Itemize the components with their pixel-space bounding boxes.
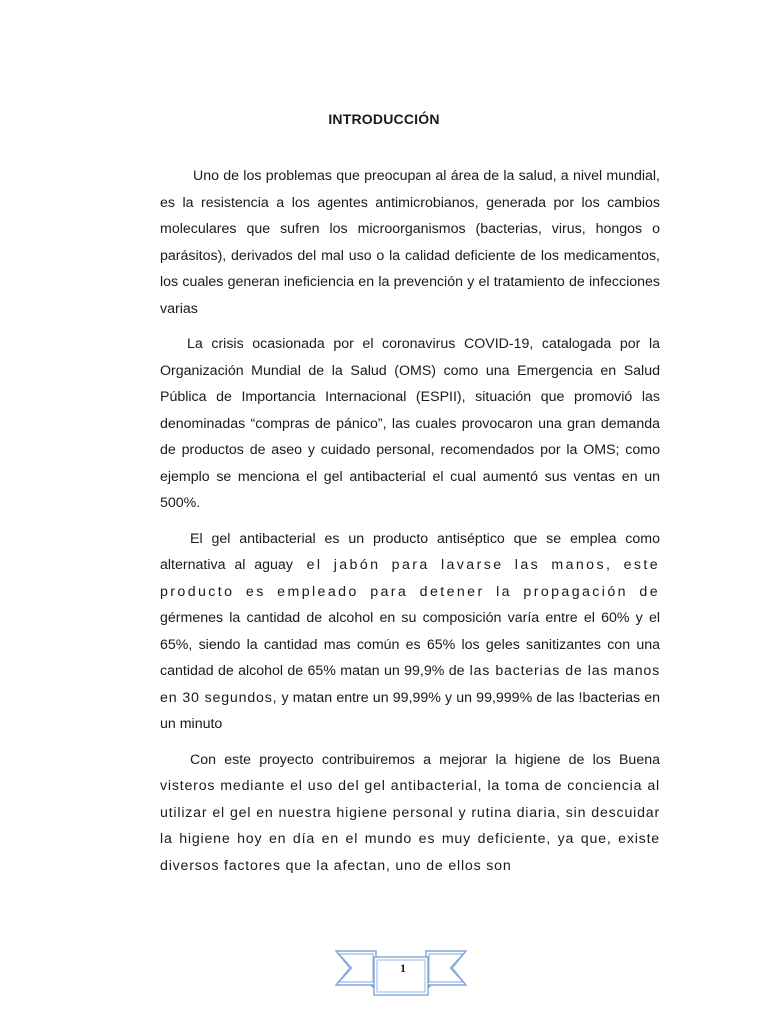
paragraph-4-segment-spaced: visteros mediante el uso del gel antibacterial, la toma de conciencia al utilizar el gel en nuestra higiene personal y rutina diaria, sin descuidar la higiene hoy en día en el mundo es muy deficiente, ya que, existe diversos factores que la afectan, uno de ellos son (160, 778, 660, 874)
body-text (160, 163, 660, 888)
paragraph-3 (160, 526, 660, 738)
paragraph-3-segment-spaced: las bacterias de las manos en 30 segundos, (160, 663, 661, 706)
paragraph-3-segment: El gel antibacterial es un producto antiséptico que se emplea como alternativa al agua (160, 530, 660, 573)
paragraph-4-segment: Con este proyecto contribuiremos a mejorar la higiene de los Buena (190, 751, 660, 768)
paragraph-3-segment: y matan entre un 99,99% y un 99,999% de las !bacterias en un minuto (160, 689, 661, 732)
page-number: 1 (400, 961, 406, 975)
page-title: INTRODUCCIÓN (328, 111, 440, 127)
paragraph-3-segment: gérmenes la cantidad de alcohol en su composición varía entre el 60% y el 65%, siendo la cantidad mas común es 65% los geles sanitizantes con una cantidad de alcohol de 65% matan un 99,9% de (160, 610, 660, 679)
paragraph-3-segment-spaced: y el jabón para lavarse las manos, este producto es empleado para detener la propagación de (160, 557, 660, 600)
paragraph-1: Uno de los problemas que preocupan al área de la salud, a nivel mundial, es la resistencia a los agentes antimicrobianos, generada por los cambios moleculares que sufren los microorganismos (bacterias, virus, hongos o parásitos), derivados del mal uso o la calidad deficiente de los medicamentos, los cuales generan ineficiencia en la prevención y el tratamiento de infecciones varias (160, 168, 660, 317)
paragraph-2: La crisis ocasionada por el coronavirus COVID-19, catalogada por la Organización Mundial de la Salud (OMS) como una Emergencia en Salud Pública de Importancia Internacional (ESPII), situación que promovió las denominadas “compras de pánico”, las cuales provocaron una gran demanda de productos de aseo y cuidado personal, recomendados por la OMS; como ejemplo se menciona el gel antibacterial el cual aumentó sus ventas en un 500%. (160, 336, 660, 511)
paragraph-4 (160, 747, 660, 880)
